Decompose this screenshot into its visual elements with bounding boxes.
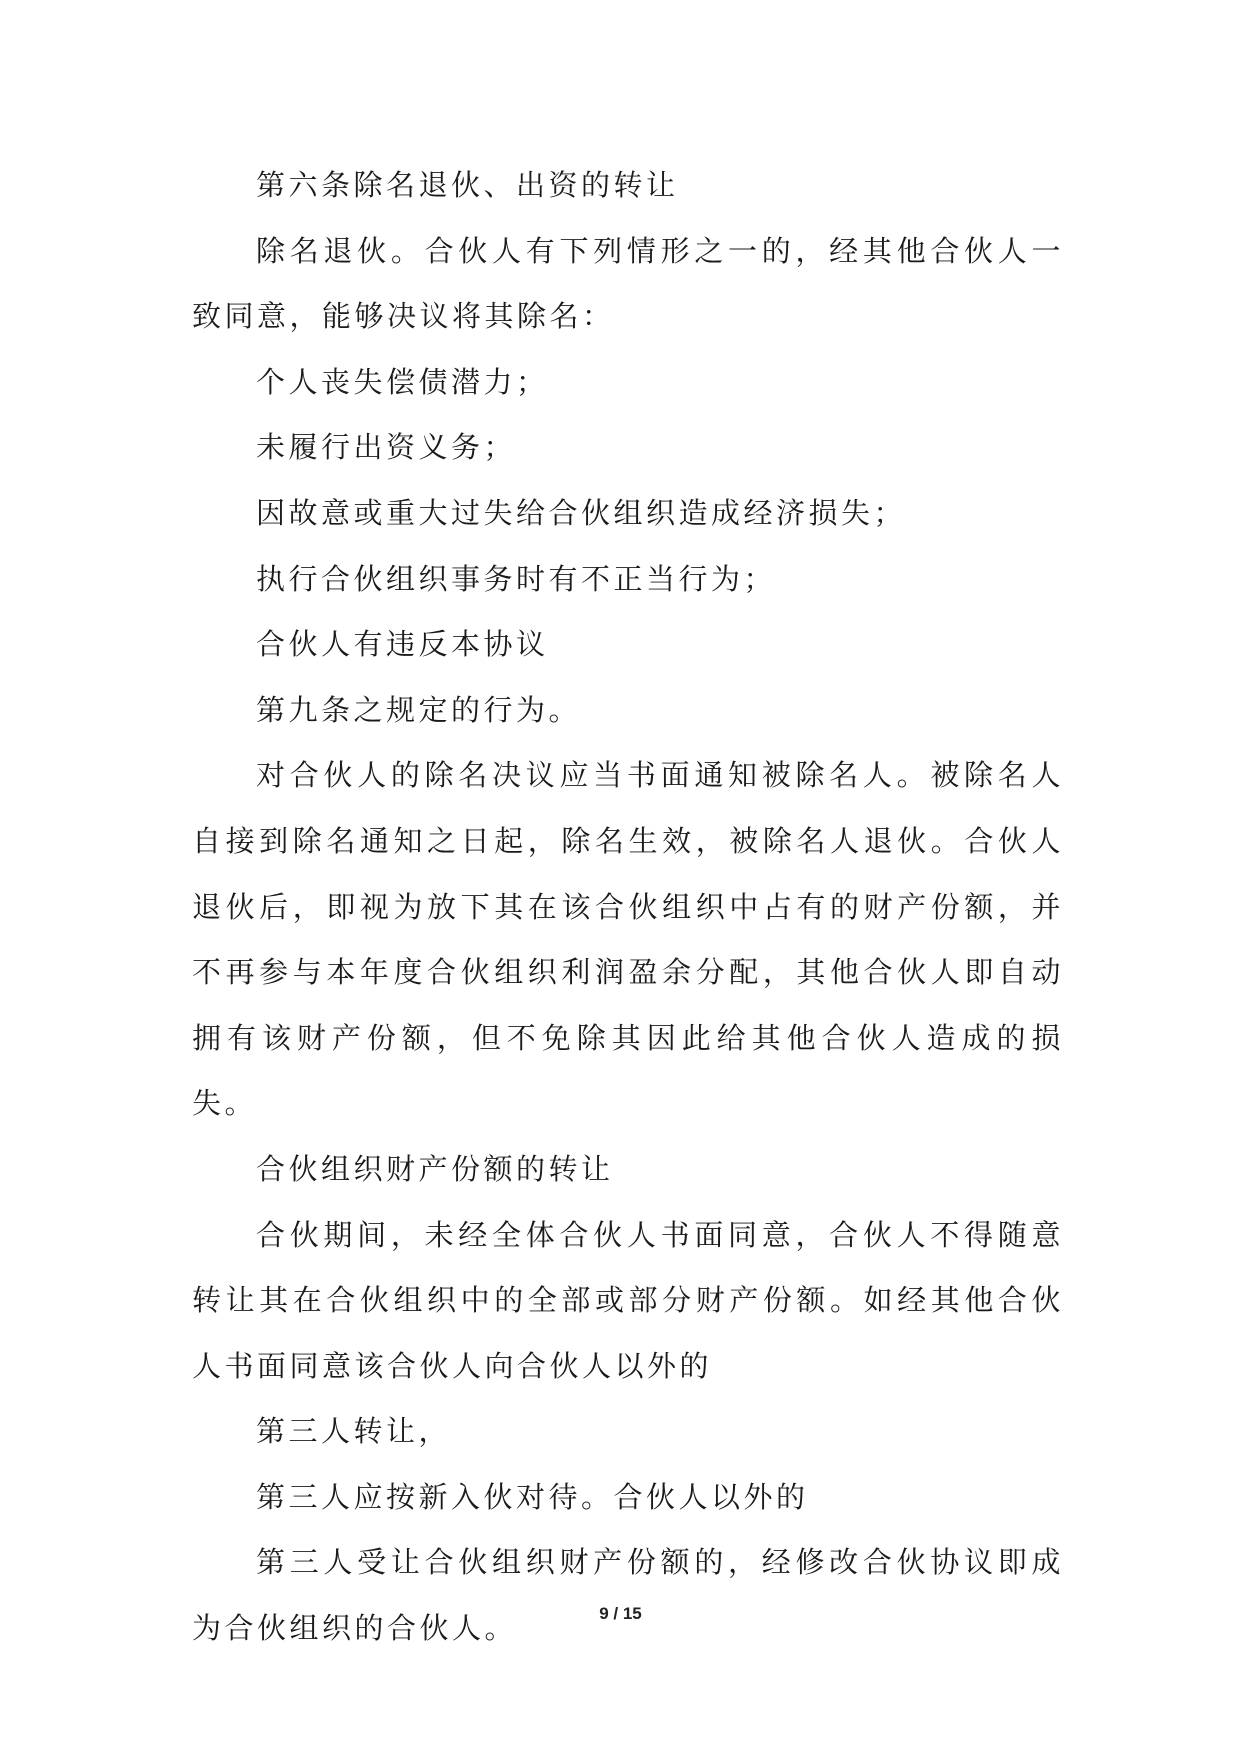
section-heading: 合伙组织财产份额的转让 <box>256 1151 614 1186</box>
article-heading: 第六条除名退伙、出资的转让 <box>256 168 679 202</box>
paragraph: 对合伙人的除名决议应当书面通知被除名人。被除名人自接到除名通知之日起，除名生效，被除名人退伙。合伙人退伙后，即视为放下其在该合伙组织中占有的财产份额，并不再参与本年度合伙组织利润盈余分配，其他合伙人即自动拥有该财产份额，但不免除其因此给其他合伙人造成的损失。 <box>192 758 1064 1121</box>
page-number: 9 / 15 <box>599 1604 642 1623</box>
list-item: 合伙人有违反本协议 <box>256 627 549 662</box>
list-item: 执行合伙组织事务时有不正当行为； <box>256 561 777 596</box>
paragraph: 合伙期间，未经全体合伙人书面同意，合伙人不得随意转让其在合伙组织中的全部或部分财产份额。如经其他合伙人书面同意该合伙人向合伙人以外的 <box>192 1217 1064 1383</box>
paragraph: 第三人受让合伙组织财产份额的，经修改合伙协议即成为合伙组织的合伙人。 <box>192 1545 1064 1646</box>
paragraph: 第三人应按新入伙对待。合伙人以外的 <box>256 1479 809 1514</box>
list-item: 未履行出资义务； <box>256 430 517 465</box>
paragraph: 除名退伙。合伙人有下列情形之一的，经其他合伙人一致同意，能够决议将其除名： <box>192 233 1064 334</box>
list-item: 因故意或重大过失给合伙组织造成经济损失； <box>256 495 907 530</box>
paragraph: 第三人转让， <box>256 1414 452 1449</box>
list-item: 个人丧失偿债潜力； <box>256 364 549 399</box>
paragraph: 第九条之规定的行为。 <box>256 692 582 727</box>
document-body <box>192 153 1064 1662</box>
